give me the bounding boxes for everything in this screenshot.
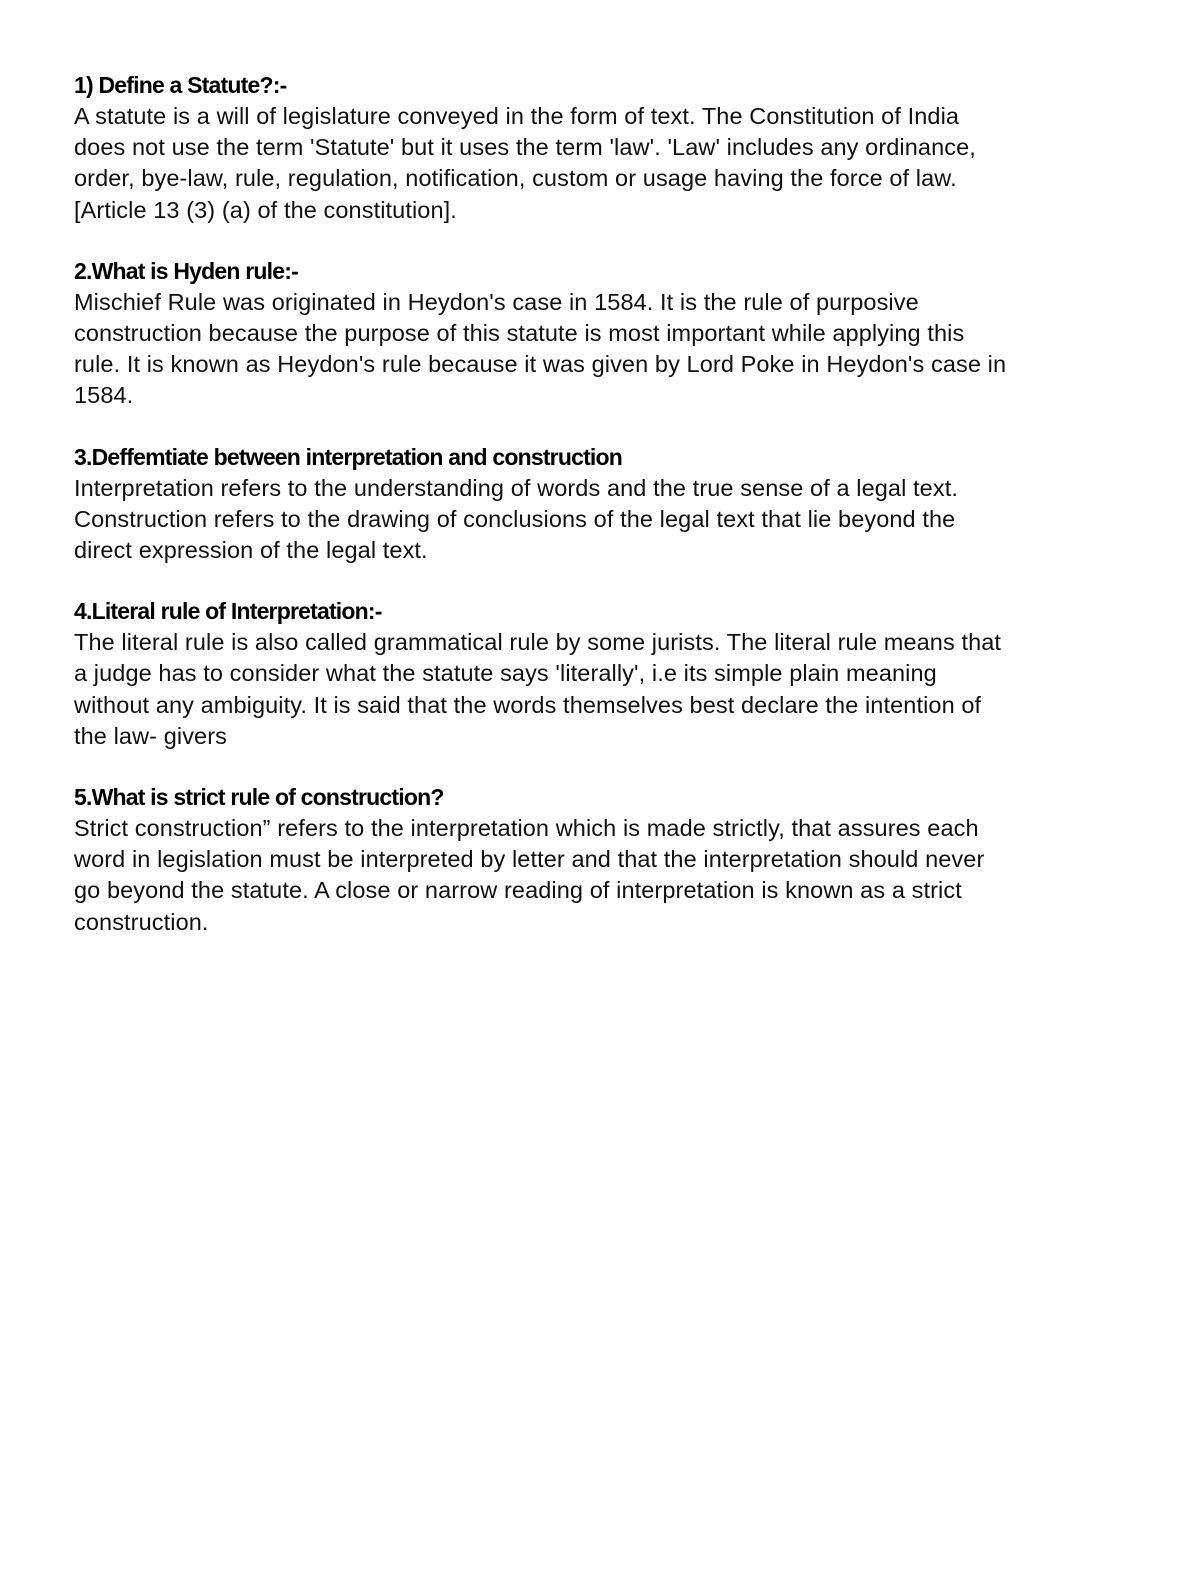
section-body xyxy=(74,627,1144,752)
body-line: Strict construction” refers to the interpretation which is made strictly, that assures each xyxy=(74,815,979,842)
body-line: construction. xyxy=(74,908,209,935)
body-line: a judge has to consider what the statute says 'literally', i.e its simple plain meaning xyxy=(74,660,937,687)
section-heading: 1) Define a Statute?:- xyxy=(74,72,287,98)
body-line: [Article 13 (3) (a) of the constitution]. xyxy=(74,196,457,223)
body-line: Interpretation refers to the understanding of words and the true sense of a legal text. xyxy=(74,474,958,501)
section-body xyxy=(74,101,1144,226)
body-line: word in legislation must be interpreted by letter and that the interpretation should never xyxy=(74,846,985,873)
section-body xyxy=(74,813,1144,938)
document-content xyxy=(74,70,1144,968)
section-interpretation-vs-construction xyxy=(74,442,1144,567)
body-line: construction because the purpose of this statute is most important while applying this xyxy=(74,320,965,347)
body-line: go beyond the statute. A close or narrow reading of interpretation is known as a strict xyxy=(74,877,962,904)
section-heading: 3.Deffemtiate between interpretation and construction xyxy=(74,443,623,470)
section-heading: 4.Literal rule of Interpretation:- xyxy=(74,598,382,625)
section-body xyxy=(74,287,1144,412)
section-strict-rule xyxy=(74,782,1144,938)
section-body xyxy=(74,473,1144,567)
section-hyden-rule xyxy=(74,256,1144,412)
section-heading: 2.What is Hyden rule:- xyxy=(74,257,298,284)
body-line: without any ambiguity. It is said that the words themselves best declare the intention of xyxy=(74,691,982,718)
section-define-statute xyxy=(74,70,1144,226)
body-line: does not use the term 'Statute' but it uses the term 'law'. 'Law' includes any ordinance, xyxy=(74,134,976,161)
body-line: rule. It is known as Heydon's rule because it was given by Lord Poke in Heydon's case in xyxy=(74,351,1007,378)
body-line: The literal rule is also called grammatical rule by some jurists. The literal rule means that xyxy=(74,629,1002,656)
body-line: order, bye-law, rule, regulation, notification, custom or usage having the force of law. xyxy=(74,165,957,192)
body-line: direct expression of the legal text. xyxy=(74,537,428,564)
body-line: Construction refers to the drawing of conclusions of the legal text that lie beyond the xyxy=(74,505,956,532)
section-literal-rule xyxy=(74,596,1144,752)
body-line: Mischief Rule was originated in Heydon's case in 1584. It is the rule of purposive xyxy=(74,288,919,315)
body-line: the law- givers xyxy=(74,722,227,749)
body-line: A statute is a will of legislature conveyed in the form of text. The Constitution of India xyxy=(74,103,960,129)
body-line: 1584. xyxy=(74,382,134,409)
section-heading: 5.What is strict rule of construction? xyxy=(74,784,444,811)
